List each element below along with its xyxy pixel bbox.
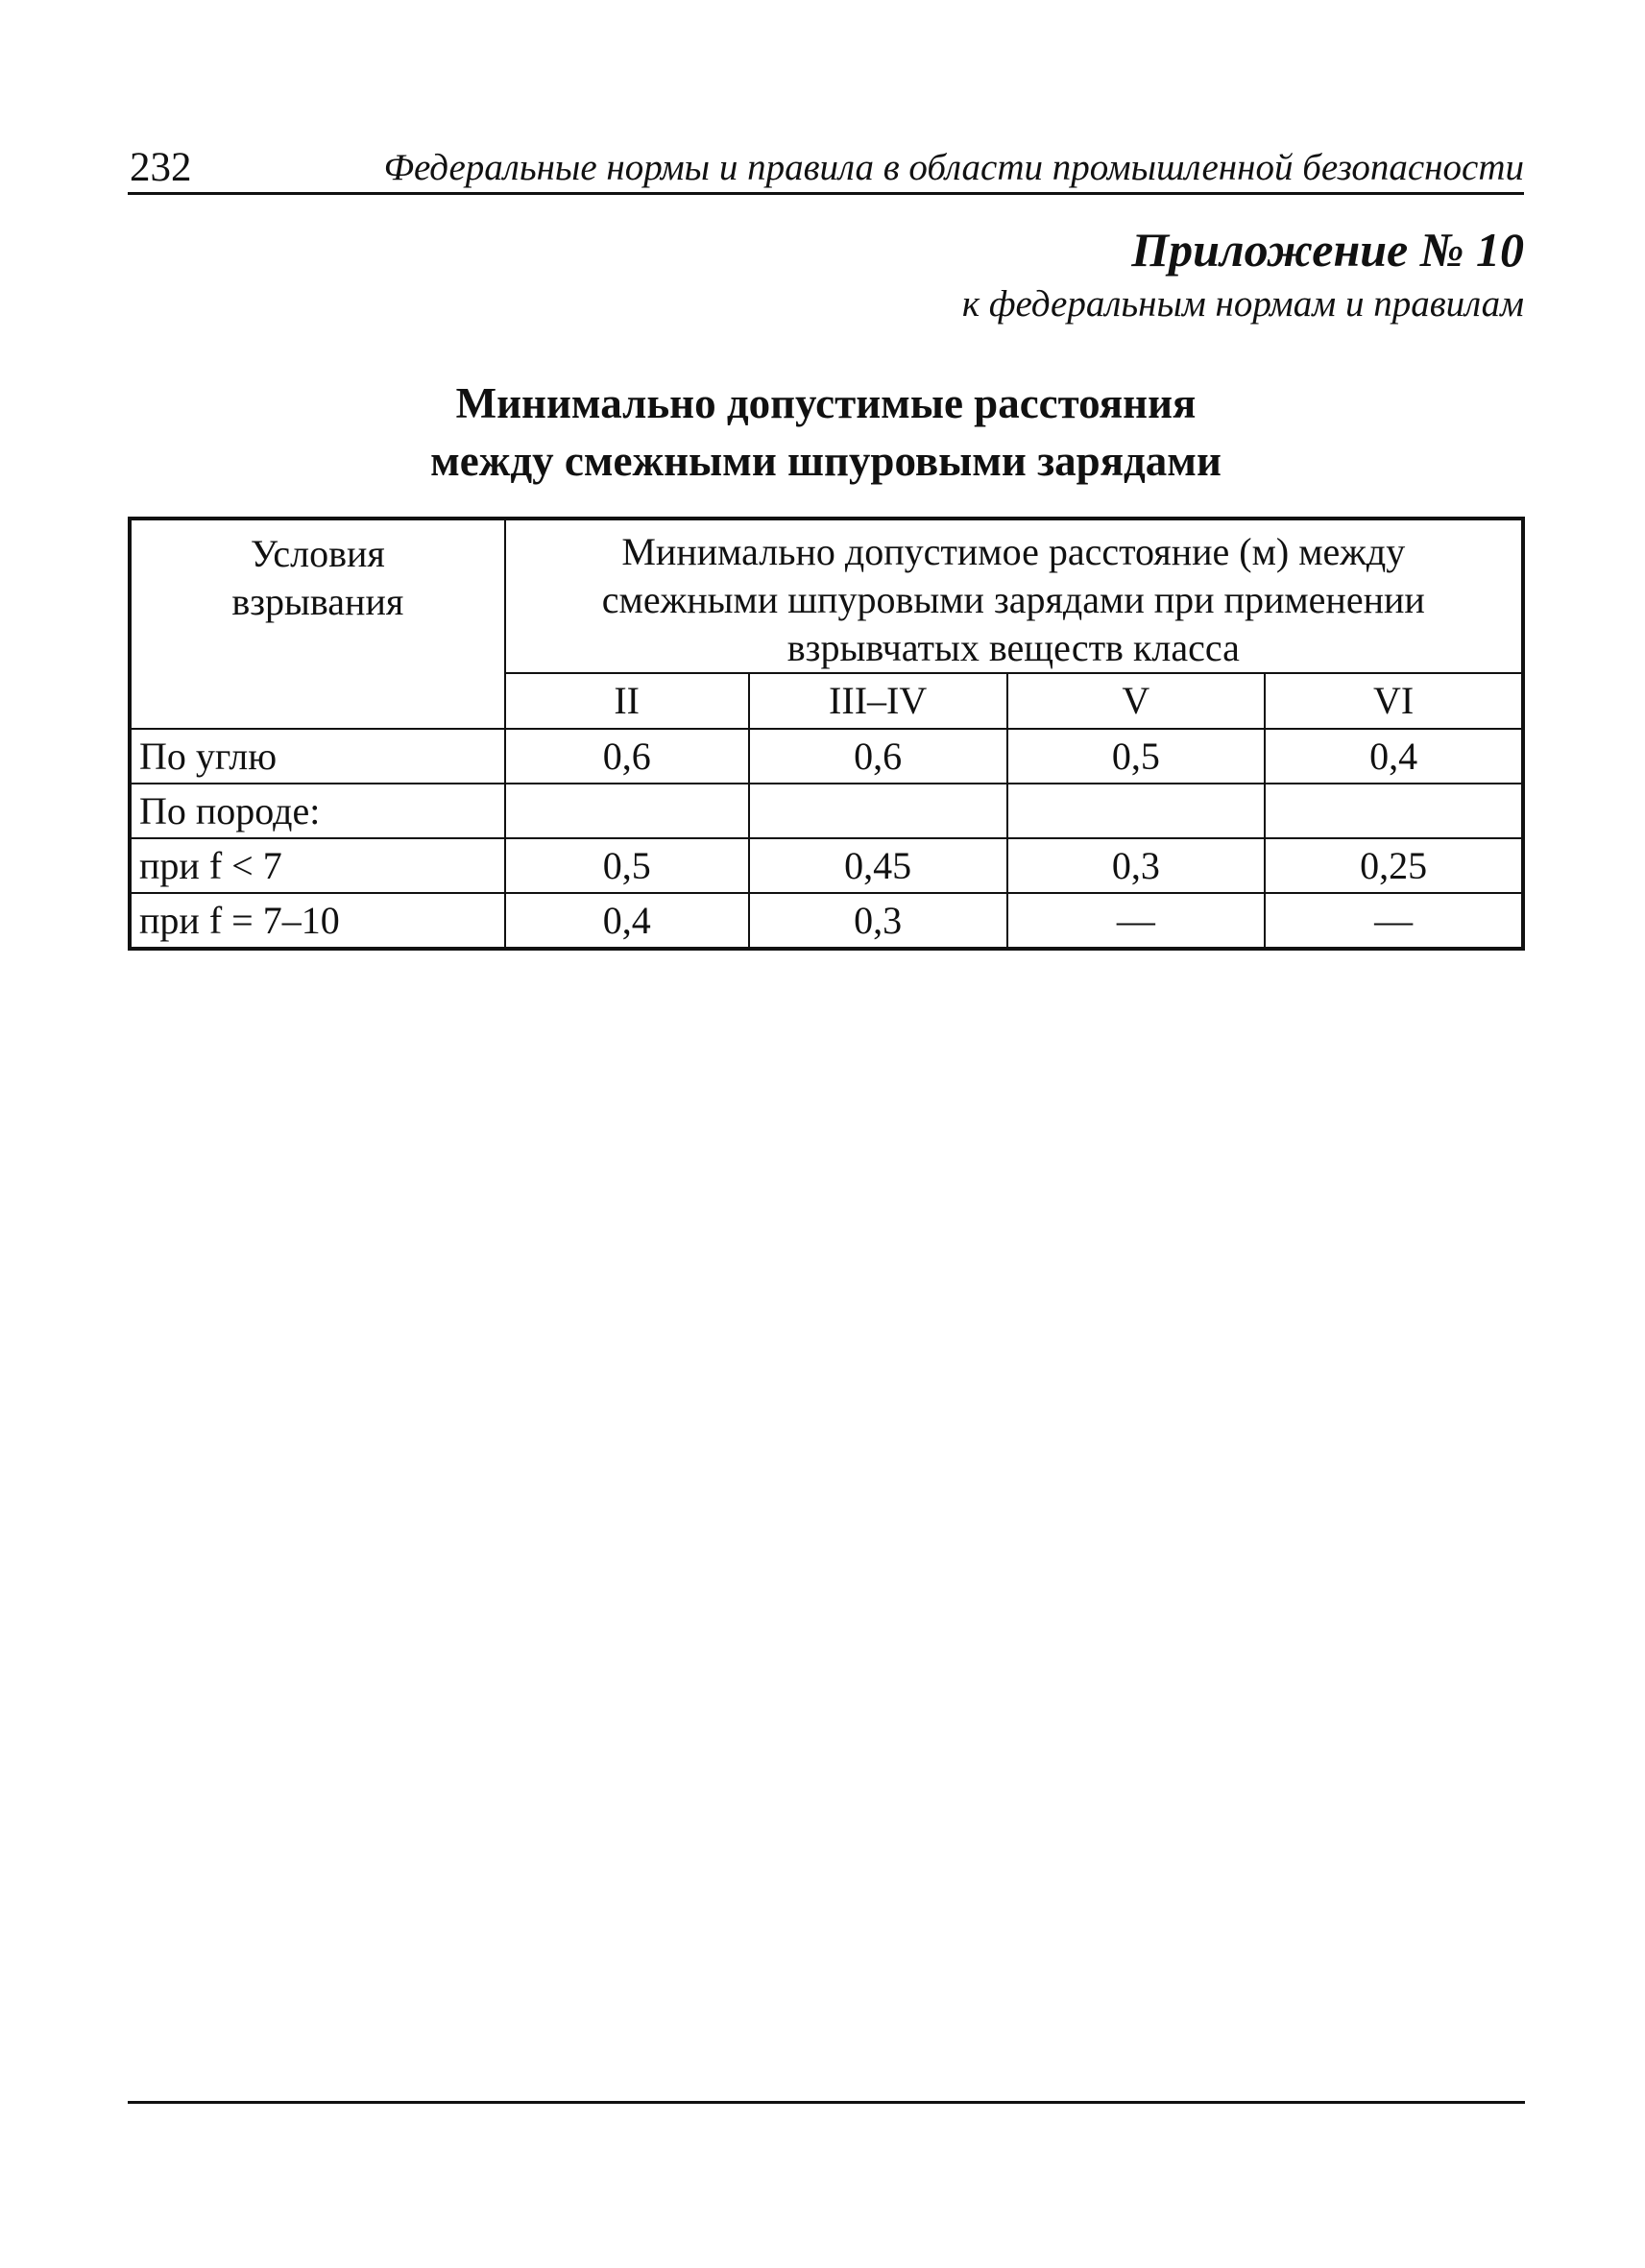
page-number: 232: [130, 145, 192, 190]
row-value-ii: 0,4: [505, 893, 749, 949]
row-value-v: —: [1007, 893, 1266, 949]
appendix-subtitle: к федеральным нормам и правилам: [961, 283, 1524, 325]
class-header-iii-iv: III–IV: [749, 673, 1007, 729]
table-header-row: [130, 519, 1523, 673]
table-row: [130, 729, 1523, 784]
class-header-vi: VI: [1265, 673, 1523, 729]
row-value-iii-iv: [749, 784, 1007, 838]
row-condition: при f = 7–10: [130, 893, 505, 949]
row-value-ii: 0,5: [505, 838, 749, 893]
row-value-vi: 0,25: [1265, 838, 1523, 893]
document-title: [128, 374, 1524, 490]
distance-header-line-2: смежными шпуровыми зарядами при применении: [601, 578, 1425, 621]
distance-table-wrapper: [128, 517, 1525, 951]
row-condition: По породе:: [130, 784, 505, 838]
table-row: [130, 784, 1523, 838]
row-value-vi: [1265, 784, 1523, 838]
row-value-vi: 0,4: [1265, 729, 1523, 784]
row-value-iii-iv: 0,3: [749, 893, 1007, 949]
appendix-label: Приложение № 10: [1131, 223, 1524, 277]
header-rule: [128, 192, 1524, 195]
class-header-v: V: [1007, 673, 1266, 729]
condition-header-line-2: взрывания: [231, 580, 404, 623]
distance-table: [128, 517, 1525, 951]
table-row: [130, 838, 1523, 893]
row-condition: при f < 7: [130, 838, 505, 893]
row-value-v: [1007, 784, 1266, 838]
document-title-line-2: между смежными шпуровыми зарядами: [430, 437, 1222, 485]
condition-header-line-1: Условия: [250, 532, 385, 575]
row-value-v: 0,5: [1007, 729, 1266, 784]
row-value-iii-iv: 0,45: [749, 838, 1007, 893]
distance-column-header: [505, 519, 1523, 673]
table-row: [130, 893, 1523, 949]
condition-column-header: [130, 519, 505, 729]
row-value-v: 0,3: [1007, 838, 1266, 893]
row-value-iii-iv: 0,6: [749, 729, 1007, 784]
running-title: Федеральные нормы и правила в области промышленной безопасности: [383, 147, 1524, 188]
row-value-vi: —: [1265, 893, 1523, 949]
row-value-ii: 0,6: [505, 729, 749, 784]
distance-header-line-1: Минимально допустимое расстояние (м) между: [621, 530, 1406, 573]
row-condition: По углю: [130, 729, 505, 784]
row-value-ii: [505, 784, 749, 838]
distance-header-line-3: взрывчатых веществ класса: [786, 626, 1240, 669]
class-header-ii: II: [505, 673, 749, 729]
footer-rule: [128, 2101, 1525, 2104]
document-title-line-1: Минимально допустимые расстояния: [455, 379, 1197, 427]
